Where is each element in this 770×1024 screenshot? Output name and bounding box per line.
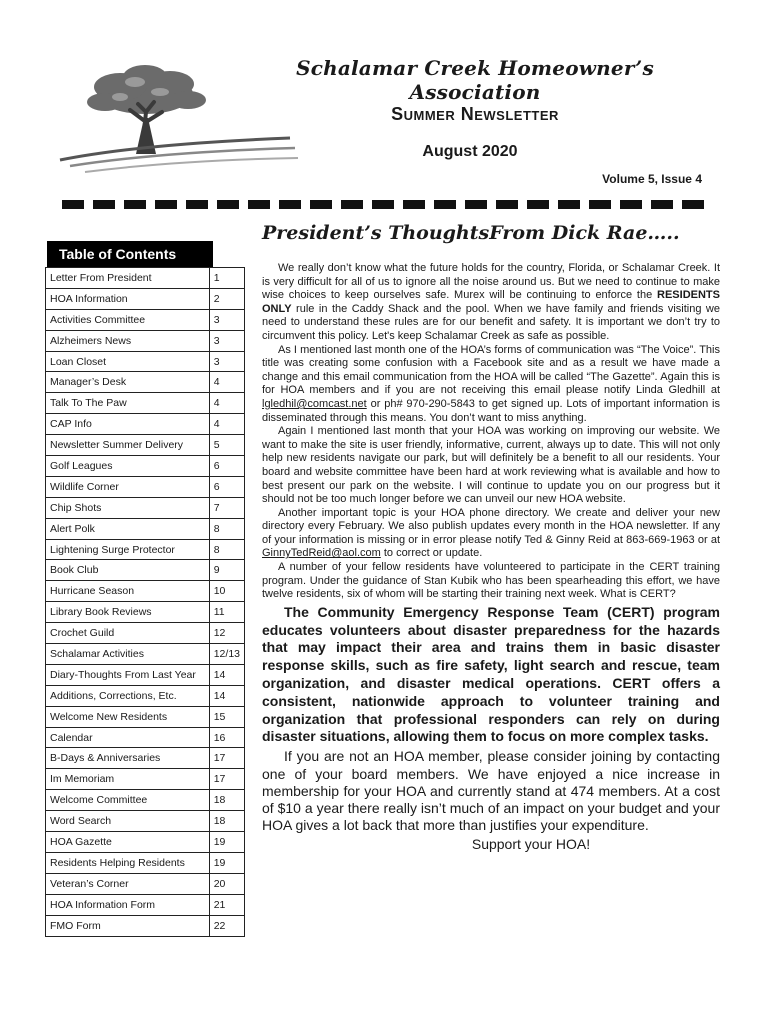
toc-entry-title: Diary-Thoughts From Last Year [46, 664, 210, 685]
toc-entry-page: 6 [209, 476, 244, 497]
divider-dash [217, 200, 239, 209]
toc-entry-page: 17 [209, 748, 244, 769]
toc-entry-page: 19 [209, 852, 244, 873]
toc-row [46, 560, 245, 581]
toc-entry-title: Veteran’s Corner [46, 873, 210, 894]
toc-row [46, 602, 245, 623]
article-paragraph-2: As I mentioned last month one of the HOA’s forms of communication was “The Voice”. This title was creating some confusion with a Facebook site and as a result we have made a change and this email communication from the HOA will be called “The Gazette”. Again this is for HOA members and if you are not receiving this email please notify Linda Gledhill at lgledhil@comcast.net or ph# 970-290-5843 to get signed up. Lots of important information is disseminated through this means. You don’t want to miss anything. [262, 343, 720, 424]
toc-row [46, 852, 245, 873]
divider-dash [155, 200, 177, 209]
toc-row [46, 435, 245, 456]
toc-entry-page: 19 [209, 832, 244, 853]
toc-row [46, 268, 245, 289]
divider-dash [186, 200, 208, 209]
toc-entry-title: Library Book Reviews [46, 602, 210, 623]
toc-entry-page: 18 [209, 790, 244, 811]
toc-row [46, 644, 245, 665]
divider-dash [434, 200, 456, 209]
toc-entry-page: 7 [209, 497, 244, 518]
newsletter-title: Summer Newsletter [391, 104, 559, 124]
volume-issue: Volume 5, Issue 4 [602, 172, 702, 186]
toc-row [46, 581, 245, 602]
toc-entry-title: Schalamar Activities [46, 644, 210, 665]
divider-dash [62, 200, 84, 209]
toc-entry-title: Calendar [46, 727, 210, 748]
toc-row [46, 832, 245, 853]
toc-entry-title: Alzheimers News [46, 330, 210, 351]
issue-date: August 2020 [422, 143, 518, 160]
divider-dash [341, 200, 363, 209]
membership-appeal: If you are not an HOA member, please consider joining by contacting one of your board members. We have enjoyed a nice increase in membership for your HOA and currently stand at 474 members. At a cost of $10 a year there really isn’t much of an impact on your budget and your HOA gives a lot back that more than justifies your expenditure. [262, 748, 720, 834]
toc-row [46, 915, 245, 936]
email-link-reid[interactable]: GinnyTedReid@aol.com [262, 547, 381, 560]
article-paragraph-5: A number of your fellow residents have volunteered to participate in the CERT training program. Under the guidance of Stan Kubik who has been spearheading this effort, we have twelve residents, six of whom will be starting their training next week. What is CERT? [262, 561, 720, 601]
toc-heading: Table of Contents [47, 241, 213, 267]
toc-entry-page: 3 [209, 330, 244, 351]
president-article [262, 262, 720, 853]
divider-dash [558, 200, 580, 209]
toc-entry-title: Loan Closet [46, 351, 210, 372]
toc-entry-title: Alert Polk [46, 518, 210, 539]
toc-entry-page: 9 [209, 560, 244, 581]
toc-entry-page: 3 [209, 309, 244, 330]
toc-row [46, 539, 245, 560]
toc-entry-page: 8 [209, 539, 244, 560]
toc-entry-page: 18 [209, 811, 244, 832]
toc-row [46, 372, 245, 393]
toc-row [46, 811, 245, 832]
toc-entry-page: 10 [209, 581, 244, 602]
divider-dash [620, 200, 642, 209]
toc-entry-page: 4 [209, 372, 244, 393]
toc-entry-title: HOA Information [46, 288, 210, 309]
toc-row [46, 664, 245, 685]
toc-row [46, 727, 245, 748]
president-heading: President’s ThoughtsFrom Dick Rae….. [262, 222, 680, 244]
toc-row [46, 393, 245, 414]
toc-entry-title: Crochet Guild [46, 623, 210, 644]
toc-entry-title: HOA Information Form [46, 894, 210, 915]
toc-entry-page: 4 [209, 393, 244, 414]
toc-entry-title: Manager’s Desk [46, 372, 210, 393]
toc-row [46, 414, 245, 435]
toc-row [46, 330, 245, 351]
toc-entry-page: 22 [209, 915, 244, 936]
divider-dash [372, 200, 394, 209]
divider-dash [465, 200, 487, 209]
toc-entry-title: CAP Info [46, 414, 210, 435]
toc-entry-title: Lightening Surge Protector [46, 539, 210, 560]
divider-dash [589, 200, 611, 209]
cert-description: The Community Emergency Response Team (CERT) program educates volunteers about disaster preparedness for the hazards that may impact their area and trains them in basic disaster response skills, such as fire safety, light search and rescue, team organization, and disaster medical operations. CERT offers a consistent, nationwide approach to volunteer training and organization that professional responders can rely on during disaster situations, allowing them to focus on more complex tasks. [262, 603, 720, 745]
toc-entry-page: 8 [209, 518, 244, 539]
toc-entry-title: Welcome New Residents [46, 706, 210, 727]
divider-dash [310, 200, 332, 209]
residents-only-emphasis: RESIDENTS ONLY [262, 289, 720, 315]
toc-row [46, 894, 245, 915]
toc-entry-title: Residents Helping Residents [46, 852, 210, 873]
article-paragraph-3: Again I mentioned last month that your HOA was working on improving our website. We want to make the site is user friendly, informative, current, always up to date. This will not only help new residents navigate our park, but will definitely be a benefit to all our residents. Your board and website committee have been hard at work reviewing what is available and how to best present our park on the website. I will continue to update you on our progress but it should not be too much longer before we can unveil our new HOA website. [262, 425, 720, 506]
divider-dash [248, 200, 270, 209]
toc-entry-title: Letter From President [46, 268, 210, 289]
table-of-contents [45, 267, 245, 937]
toc-entry-title: Word Search [46, 811, 210, 832]
toc-entry-page: 14 [209, 664, 244, 685]
toc-entry-title: Hurricane Season [46, 581, 210, 602]
toc-entry-page: 3 [209, 351, 244, 372]
toc-entry-title: Newsletter Summer Delivery [46, 435, 210, 456]
article-paragraph-1: We really don’t know what the future holds for the country, Florida, or Schalamar Creek. It is very difficult for all of us to ignore all the noise around us. But we need to continue to make wise choices to keep ourselves safe. Murex will be continuing to enforce the RESIDENTS ONLY rule in the Caddy Shack and the pool. When we have family and friends visiting we need to understand these rules are for our benefit and safety. It is important we don’t try to circumvent this policy. Let's keep Schalamar Creek as safe as possible. [262, 262, 720, 342]
toc-entry-title: Book Club [46, 560, 210, 581]
toc-entry-page: 2 [209, 288, 244, 309]
support-tagline: Support your HOA! [471, 835, 591, 852]
toc-row [46, 288, 245, 309]
toc-row [46, 790, 245, 811]
toc-row [46, 518, 245, 539]
toc-entry-title: Golf Leagues [46, 456, 210, 477]
divider-dash [682, 200, 704, 209]
toc-row [46, 748, 245, 769]
toc-entry-page: 6 [209, 456, 244, 477]
toc-entry-title: Wildlife Corner [46, 476, 210, 497]
toc-entry-page: 1 [209, 268, 244, 289]
toc-entry-page: 14 [209, 685, 244, 706]
toc-entry-page: 5 [209, 435, 244, 456]
toc-entry-title: Chip Shots [46, 497, 210, 518]
toc-row [46, 497, 245, 518]
toc-row [46, 706, 245, 727]
divider-dash [496, 200, 518, 209]
toc-entry-page: 12/13 [209, 644, 244, 665]
toc-row [46, 873, 245, 894]
toc-entry-title: FMO Form [46, 915, 210, 936]
toc-entry-title: B-Days & Anniversaries [46, 748, 210, 769]
toc-entry-page: 12 [209, 623, 244, 644]
divider-dash [93, 200, 115, 209]
toc-row [46, 476, 245, 497]
toc-entry-page: 20 [209, 873, 244, 894]
toc-row [46, 769, 245, 790]
toc-row [46, 623, 245, 644]
toc-row [46, 685, 245, 706]
association-name: Schalamar Creek Homeowner’s Association [296, 56, 654, 104]
toc-entry-page: 21 [209, 894, 244, 915]
divider-dash [527, 200, 549, 209]
toc-entry-title: Welcome Committee [46, 790, 210, 811]
toc-entry-page: 17 [209, 769, 244, 790]
toc-entry-title: Talk To The Paw [46, 393, 210, 414]
toc-entry-title: Im Memoriam [46, 769, 210, 790]
divider-dash [651, 200, 673, 209]
toc-row [46, 456, 245, 477]
email-link-gledhill[interactable]: lgledhil@comcast.net [262, 397, 367, 410]
toc-entry-title: Activities Committee [46, 309, 210, 330]
divider-dash [124, 200, 146, 209]
divider-dash [279, 200, 301, 209]
toc-entry-page: 4 [209, 414, 244, 435]
dashed-divider [62, 200, 710, 209]
toc-entry-title: HOA Gazette [46, 832, 210, 853]
toc-entry-page: 11 [209, 602, 244, 623]
toc-row [46, 351, 245, 372]
toc-row [46, 309, 245, 330]
divider-dash [403, 200, 425, 209]
toc-entry-page: 15 [209, 706, 244, 727]
toc-entry-title: Additions, Corrections, Etc. [46, 685, 210, 706]
toc-entry-page: 16 [209, 727, 244, 748]
article-paragraph-4: Another important topic is your HOA phone directory. We create and deliver your new directory every February. We also publish updates every month in the HOA newsletter. If any of your information is missing or in error please notify Ted & Ginny Reid at 863-669-1963 or at GinnyTedReid@aol.com to correct or update. [262, 506, 720, 560]
